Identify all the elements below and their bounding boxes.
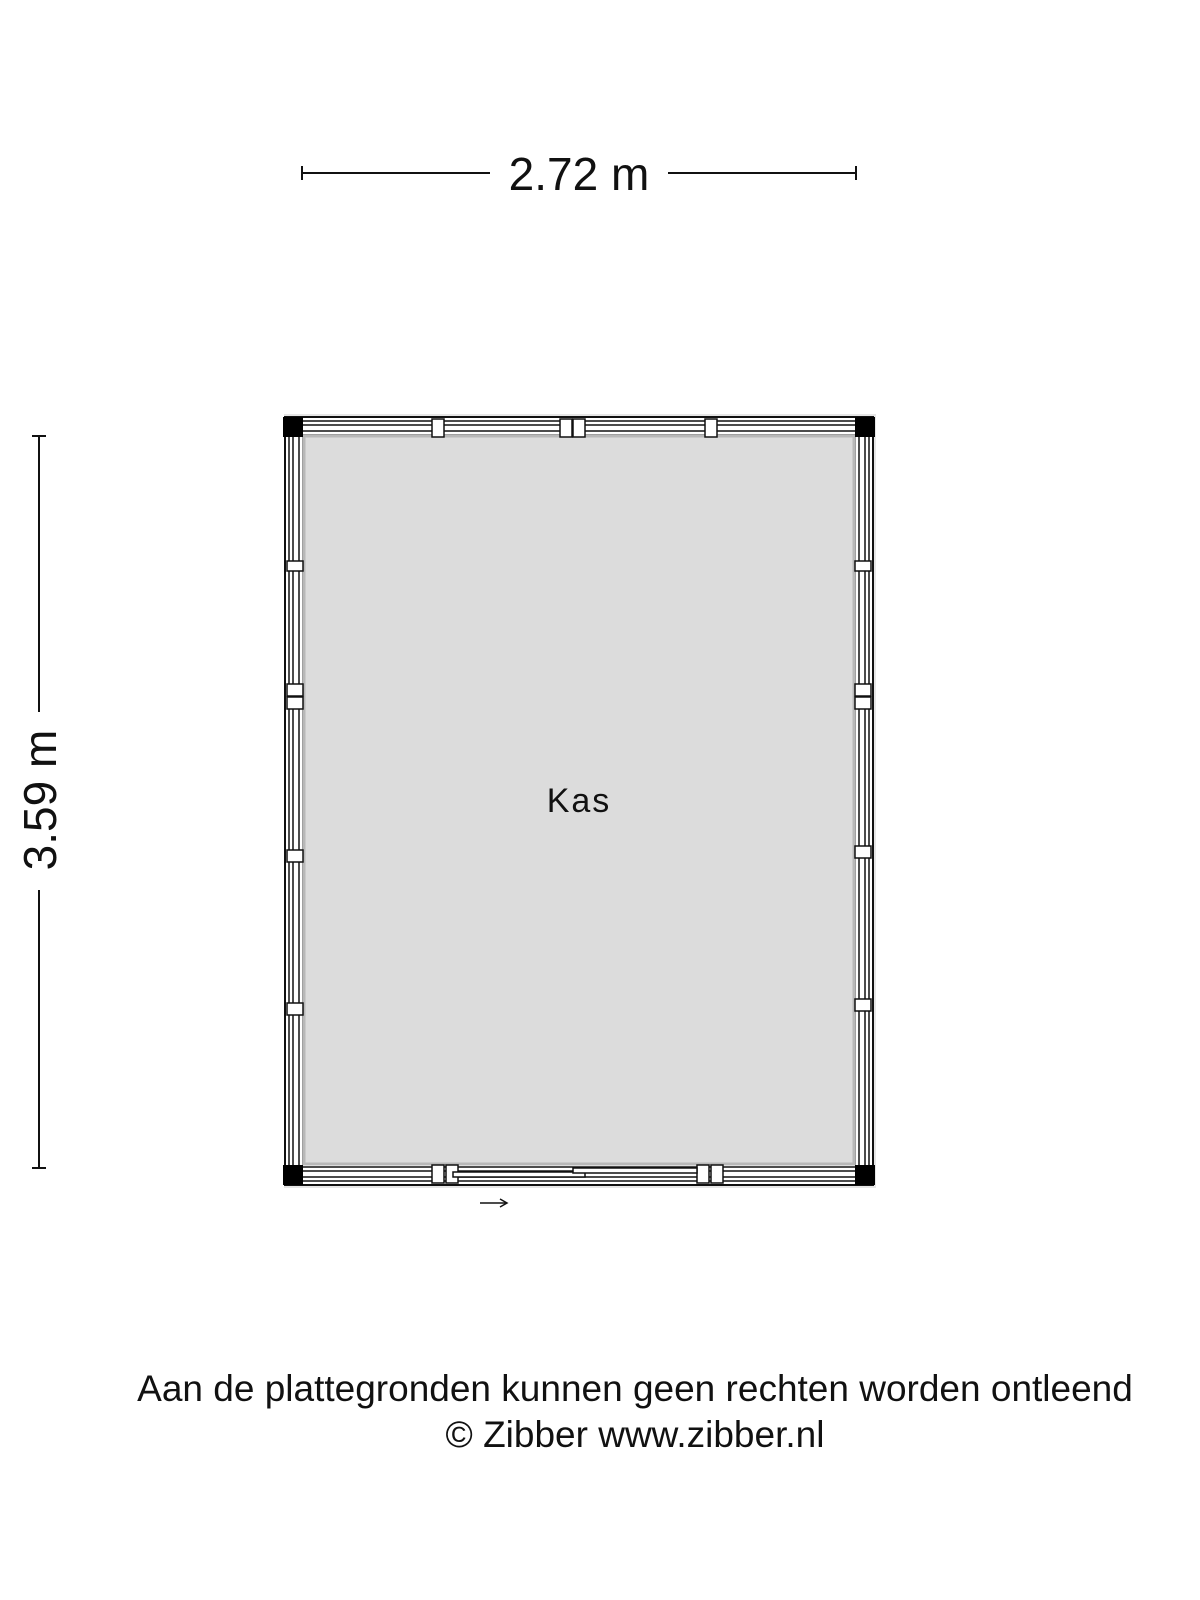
room-label: Kas: [546, 782, 612, 820]
width-dimension: [302, 148, 856, 200]
copyright-text: © Zibber www.zibber.nl: [445, 1414, 825, 1455]
height-dimension: [14, 436, 66, 1168]
corner-post-bottom-right: [855, 1165, 875, 1185]
greenhouse: [283, 414, 876, 1207]
height-dimension-label: 3.59 m: [14, 729, 66, 871]
width-dimension-label: 2.72 m: [508, 148, 650, 200]
corner-post-bottom-left: [283, 1165, 303, 1185]
disclaimer-text: Aan de plattegronden kunnen geen rechten worden ontleend: [137, 1368, 1133, 1409]
corner-post-top-left: [283, 417, 303, 437]
corner-post-top-right: [855, 417, 875, 437]
arrow-right-icon: [480, 1199, 507, 1207]
